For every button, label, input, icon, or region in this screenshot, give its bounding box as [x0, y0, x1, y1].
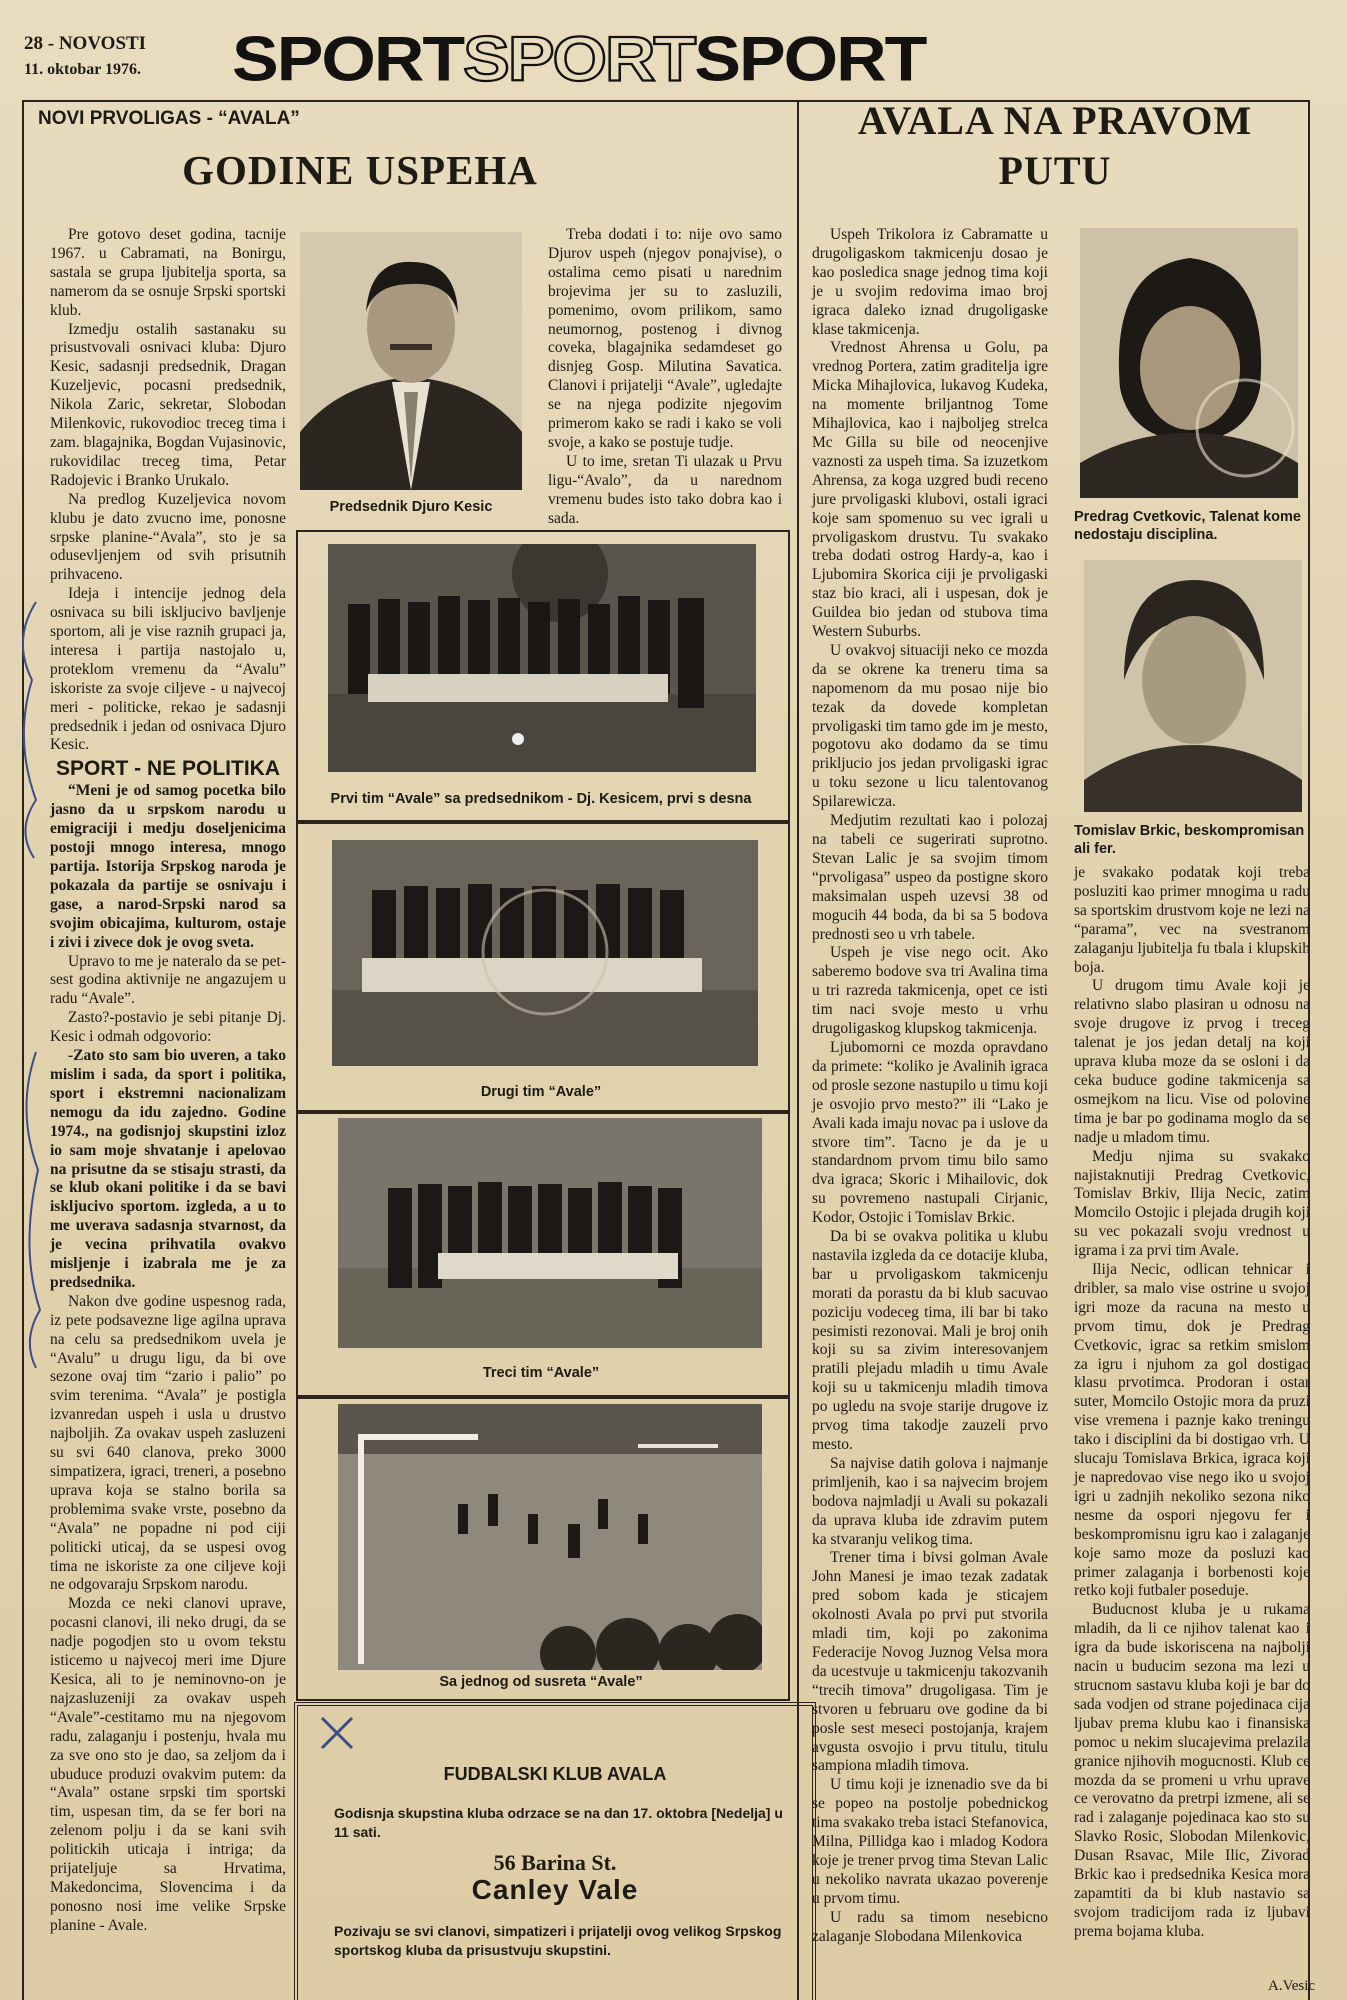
paragraph: U drugom timu Avale koji je relativno slabo plasiran u odnosu na svoje drugove iz prvog i treceg talenat je jos jedan detalj na koji uprava kluba moze da se osloni i da ceka buduce godine takmicenja sa osmejkom na licu. Vise od polovine tima je bar po godinama moglo da se nadje u mladom timu. — [1074, 977, 1310, 1146]
right-text-column — [812, 226, 1048, 1946]
paragraph: Uspeh je vise nego ocit. Ako saberemo bodove sva tri Avalina tima u tri razreda takmicenja, opet ce isti tim naci svoje mesto u vrhu drugoligaskog klupskog takmicenja. — [812, 944, 1048, 1038]
quote-paragraph: -Zato sto sam bio uveren, a tako mislim i sada, da sport i politika, sport i ekstremni nacionalizam nemogu da idu zajedno. Godine 1974., na godisnjoj skupstini izloz io sam moje shvatanje i apelovao na prisutne da se stisaju strasti, da se klub okani politike i da se bavi iskljucivo sportom. izgleda, a u to me uverava sadasnja stvarnost, da je vecina prihvatila ovakvo misljenje i izabrala me je za predsednika. — [50, 1047, 286, 1291]
paragraph: U to ime, sretan Ti ulazak u Prvu ligu-“Avalo”, da u narednom vremenu budes isto tako dobra kao i sada. — [548, 452, 782, 527]
left-second-column — [548, 226, 782, 529]
president-photo — [300, 232, 522, 490]
cvetkovic-caption: Predrag Cvetkovic, Talenat kome nedostaju disciplina. — [1074, 509, 1301, 543]
paragraph: Upravo to me je nateralo da se pet-sest godina aktivnije ne angazujem u radu “Avale”. — [50, 952, 286, 1008]
paragraph: Ljubomorni ce mozda opravdano da primete: “koliko je Avalinih igraca od prosle sezone nastupilo u timu koji je osvojio prvo mesto?” ili “Lako je Avali kada imaju novac pa i uslove da stvore tim”. Tacno je da je u standardnom prvom timu bilo samo dva igraca; Skoric i Mihailovic, dok su povremeno nastupali Cirjanic, Kodor, Ostojic i Tomislav Brkic. — [812, 1038, 1049, 1227]
paragraph: Vrednost Ahrensa u Golu, pa vrednog Portera, zatim graditelja igre Micka Mihajlovica, lukavog Kudeka, na momente briljantnog Tome Mihajlovica, kao i najboljeg strelca Mc Gilla su bile od neocenjive vaznosti za uspeh tima. Sa izuzetkom Ahrensa, za koga uzgred budi receno jure prvoligaski klubovi, ostali igraci koje sam spomenuo su vec igrali u prvoligaskom drustvu. Tu svakako treba dodati ostrog Hardy-a, kao i Ljubomira Skorica ciji je prvoligaski staz bio kraci, ali i uspesan, dok je Guildea bio jedan od stubova tima Western Suburbs. — [812, 339, 1048, 641]
paragraph: U radu sa timom nesebicno zalaganje Slobodana Milenkovica — [812, 1908, 1048, 1945]
team1-caption: Prvi tim “Avale” sa predsednikom - Dj. Kesicem, prvi s desna — [330, 791, 752, 807]
paragraph: Da bi se ovakva politika u klubu nastavila izgleda da ce dotacije kluba, bar u prvoligaskom takmicenju morati da porastu da bi klub sacuvao poziciju vodeceg tima, ili bar bi tako pesimisti rezonovai. Mali je broj onih koji su sa zivim interesovanjem pratili plejadu mladih u timu Avale koji su u takmicenju mladih timova po ugledu na svoje starije drugove iz prvog tima takodje zauzeli prvo mesto. — [812, 1228, 1048, 1453]
paragraph: Ilija Necic, odlican tehnicar i dribler, sa malo vise ostrine u svojoj igri moze da racuna na mesto u prvom timu, dok je Predrag Cvetkovic, igrac sa retkim smislom za igru i njuhom za gol dostigao klasu prvotimca. Prodoran i ostar suter, Momcilo Ostojic mora da pruzi vise vremena i paznje kako treningu tako i disciplini da bi dostigao vrh. U slucaju Tomislava Brkica, igraca koji je napredovao vise nego iko u svojoj igri u zadnjih nekoliko sezona niko nesme da ospori njegovu fer i beskompromisnu igru kao i zalaganje koje samo moze da posluzi kao primer zalaganja i borbenosti koje retko koji futbaler poseduje. — [1074, 1261, 1310, 1600]
right-headline — [810, 96, 1300, 196]
paragraph: Nakon dve godine uspesnog rada, iz pete podsavezne lige agilna uprava na celu sa predsednikom uvela je “Avalu” u drugu ligu, da bi ove sezone ovaj tim “zario i palio” po svim terenima. “Avala” je postigla izvanredan uspeh i usla u drustvo najboljih. Za ovakav uspeh zasluzeni su svi 640 clanova, preko 3000 simpatizera, igraci, treneri, a posebno uprava koja se stalno borila sa problemima svake vrste, posebno da “Avala” ne popadne ni pod ciji politicki uticaj, da se uspesi ovog tima ne iskoriste za one ciljeve koji ne odgovaraju Srpskom narodu. — [50, 1292, 286, 1594]
paragraph: Buducnost kluba je u rukama mladih, da li ce njihov talenat kao i igra da bude iskoriscena na najbolji nacin u buducim sezona ma lezi u strucnom sastavu kluba koji je bar do sada vodjen od strane pojedinaca cija ljubav prema klubu kao i finansiska pomoc u nekim slucajevima prelazila granice njihovih mogucnosti. Klub ce mozda da se promeni u vrhu uprave ce verovatno da pretrpi izmene, ali se rad i zalaganje pojedinaca kao sto su Slavko Rosic, Slobodan Milenkovic, Dusan Rsavac, Mile Ilic, Zivorad Brkic kao i predsednika Kesica mora zapamtiti da bi klub nastavio sa svojom tradicijom rada iz ljubavi prema bojama kluba. — [1074, 1601, 1310, 1940]
announcement-title: FUDBALSKI KLUB AVALA — [443, 1764, 667, 1784]
cvetkovic-photo — [1080, 228, 1298, 498]
left-text-column — [50, 226, 286, 1936]
paragraph: Trener tima i bivsi golman Avale John Manesi je imao tezak zadatak pred sobom kada je sticajem okolnosti Avala po prvi put stvorila mladi tim, koji po zakonima Federacije Novog Juznog Velsa mora da ucestvuje u takmicenju takozvanih “trecih timova” drugoligasa. Tim je stvoren u februaru ove godine da bi posle sest meseci postojanja, krajem avgusta osvojio i prvu titulu, titulu sampiona mladih timova. — [812, 1549, 1048, 1775]
announcement-address: 56 Barina St. — [493, 1850, 617, 1875]
team2-group-image — [332, 840, 758, 1066]
masthead-word-1: SPORT — [232, 23, 464, 95]
paragraph: je svakako podatak koji treba posluziti kao primer mnogima u radu sa sportskim drustvom koje ne lezi na “parama”, vec na svestranom zalaganju ljubitelja fu tbala i klupskih boja. — [1074, 864, 1310, 976]
paragraph: Medju njima su svakako najistaknutiji Predrag Cvetkovic, Tomislav Brkiv, Ilija Necic, zatim Momcilo Ostojic i plejada drugih koji su vec pokazali svoju vrednost u igrama i za prvi tim Avale. — [1074, 1147, 1310, 1260]
match-action-image — [338, 1404, 762, 1670]
pen-cross-mark — [318, 1714, 358, 1754]
article-headline: GODINE USPEHA — [182, 147, 538, 193]
brkic-photo — [1084, 560, 1302, 812]
paragraph: Ideja i intencije jednog dela osnivaca su bili iskljucivo bavljenje sportom, ali je vise raznih grupaci ja, interesa i partija nastojalo u, proteklom vremenu da “Avalu” iskoriste za svoje ciljeve - u najvecoj meri - politicke, rekao je sadasnji predsednik i jedan od osnivaca Djuro Kesic. — [50, 585, 286, 754]
paragraph: Pre gotovo deset godina, tacnije 1967. u Cabramati, na Bonirgu, sastala se grupa ljubitelja sporta, sa namerom da se osnuje Srpski sportski klub. — [50, 226, 286, 319]
team1-photo — [328, 544, 756, 772]
paragraph: U timu koji je iznenadio sve da bi se popeo na postolje pobednickog tima svakako treba istaci Stefanovica, Milna, Pillidga kao i mladog Kodora koje je trener prvog tima Stevan Lalic u nekoliko navrata ukazao poverenje u prvom timu. — [812, 1776, 1048, 1907]
masthead-left — [24, 30, 146, 81]
team2-caption: Drugi tim “Avale” — [480, 1084, 602, 1100]
pen-bracket-mark — [10, 1050, 50, 1370]
team3-photo — [338, 1118, 762, 1348]
match-photo — [338, 1404, 762, 1670]
masthead-title — [232, 22, 1172, 96]
president-portrait-image — [300, 232, 522, 490]
cvetkovic-portrait-image — [1080, 228, 1298, 498]
paragraph: Medjutim rezultati kao i polozaj na tabeli ce sugerirati suprotno. Stevan Lalic je sa svojim timom “prvoligasa” uspeo da postigne skoro maksimalan uspeh uzevsi 38 od mogucih 44 boda, da bi sa 5 bodova prednosti seo u vrh tabele. — [812, 812, 1048, 943]
masthead-word-3: SPORT — [694, 23, 926, 95]
masthead-word-2: SPORT — [463, 23, 695, 95]
article-kicker: NOVI PRVOLIGAS - “AVALA” — [38, 108, 300, 129]
paragraph: Zasto?-postavio je sebi pitanje Dj. Kesic i odmah odgovorio: — [50, 1009, 286, 1046]
right-headline-line1: AVALA NA PRAVOM — [857, 98, 1253, 143]
paragraph: U ovakvoj situaciji neko ce mozda da se okrene ka treneru tima sa napomenom da mu posao nije bio tezak da dovede kompletan prvoligaski tim tamo gde im je mesto, pogotovu ako dodamo da se timu prikljucio jos jedan prvoligaski igrac u toku sezone u licu talentovanog Spilarewicza. — [812, 641, 1048, 811]
paragraph: Na predlog Kuzeljevica novom klubu je dato zvucno ime, ponosne srpske planine-“Avala”, sto je sa odusevljenjem od svih prisutnih prihvaceno. — [50, 490, 286, 584]
right-second-column — [1074, 864, 1310, 1942]
team3-caption: Treci tim “Avale” — [482, 1365, 600, 1381]
match-caption: Sa jednog od susreta “Avale” — [439, 1674, 643, 1690]
paragraph: Uspeh Trikolora iz Cabramatte u drugoligaskom takmicenju dosao je kao posledica snage jednog tima koji je u svojim redovima imao broj igraca daleko iznad drugoligaske klase takmicenja. — [812, 226, 1048, 338]
team1-group-image — [328, 544, 756, 772]
page-label: 28 - NOVOSTI — [24, 33, 147, 54]
paragraph: Izmedju ostalih sastanaku su prisustvovali osnivaci kluba: Djuro Kesic, sadasnji predsednik, Dragan Kuzeljevic, pocasni predsednik, Nikola Zaric, sekretar, Slobodan Milenkovic, rukovodioc treceg tima i zam. blagajnika, Bogdan Vujasinovic, rukovidilac treceg tima, Petar Radojevic i Branko Urukalo. — [50, 320, 286, 489]
paragraph: Mozda ce neki clanovi uprave, pocasni clanovi, ili neko drugi, da se nadje pogodjen sto u ovom tekstu isticemo u najvecoj meri ime Djure Kesica, ali to je neminovno-on je najzasluzeniji za ovakav uspeh “Avale”-cestitamo mu na njegovom radu, zalaganju i postenju, hvala mu za sve ono sto je dao, sa zeljom da i ubuduce produzi ovakvim putem: da “Avala” ostane srpski tim sportski tim, uspesan tim, da se fer bori na zelenom polju i da se kani svih politickih uticaja i intriga; da prijateljuje sa Hrvatima, Makedoncima, Slovencima i da ponosno nosi ime velike Srpske planine - Avale. — [50, 1595, 286, 1934]
announcement-invite: Pozivaju se svi clanovi, simpatizeri i prijatelji ovog velikog Srpskog sportskog kluba da prisustvuju skupstini. — [334, 1923, 782, 1958]
quote-paragraph: “Meni je od samog pocetka bilo jasno da u srpskom narodu u emigraciji i medju doseljenicima postoji mnogo interesa, mnogo partija. Istorija Srpskog naroda je pokazala da partije se osnivaju i gase, a narod-Srpski narod sa svojim obicajima, kulturom, ostaje i zivi i zivece dok je ovog sveta. — [50, 782, 286, 951]
paragraph: Sa najvise datih golova i najmanje primljenih, kao i sa najvecim brojem bodova najmladji u Avali su pokazali da uprava kluba ide zdravim putem ka stvaranju velikog tima. — [812, 1454, 1048, 1548]
author-signature: A.Vesic — [1268, 1978, 1316, 1994]
team2-photo — [332, 840, 758, 1066]
paragraph: Treba dodati i to: nije ovo samo Djurov uspeh (njegov ponajvise), o ostalima cemo pisati u narednim brojevima jer su to zasluzili, pomenimo, ovom prilikom, samo neumornog, postenog i divnog coveka, blagajnika sedamdeset go disnjeg Gosp. Milutina Savatica. Clanovi i prijatelji “Avale”, ugledajte se na njega podizite njegovim primerom kako se radi i kako se voli svoje, a kako se postuje tudje. — [548, 226, 782, 451]
team3-group-image — [338, 1118, 762, 1348]
brkic-caption: Tomislav Brkic, beskompromisan ali fer. — [1074, 823, 1305, 857]
right-headline-line2: PUTU — [998, 148, 1112, 193]
brkic-portrait-image — [1084, 560, 1302, 812]
pen-bracket-mark — [6, 600, 46, 860]
issue-date: 11. oktobar 1976. — [24, 60, 142, 78]
announcement-text: Godisnja skupstina kluba odrzace se na dan 17. oktobra [Nedelja] u 11 sati. — [334, 1805, 783, 1840]
announcement-city: Canley Vale — [471, 1874, 639, 1905]
president-caption: Predsednik Djuro Kesic — [329, 499, 493, 515]
club-announcement-box — [294, 1702, 816, 2000]
section-subhead: SPORT - NE POLITIKA — [55, 757, 280, 781]
